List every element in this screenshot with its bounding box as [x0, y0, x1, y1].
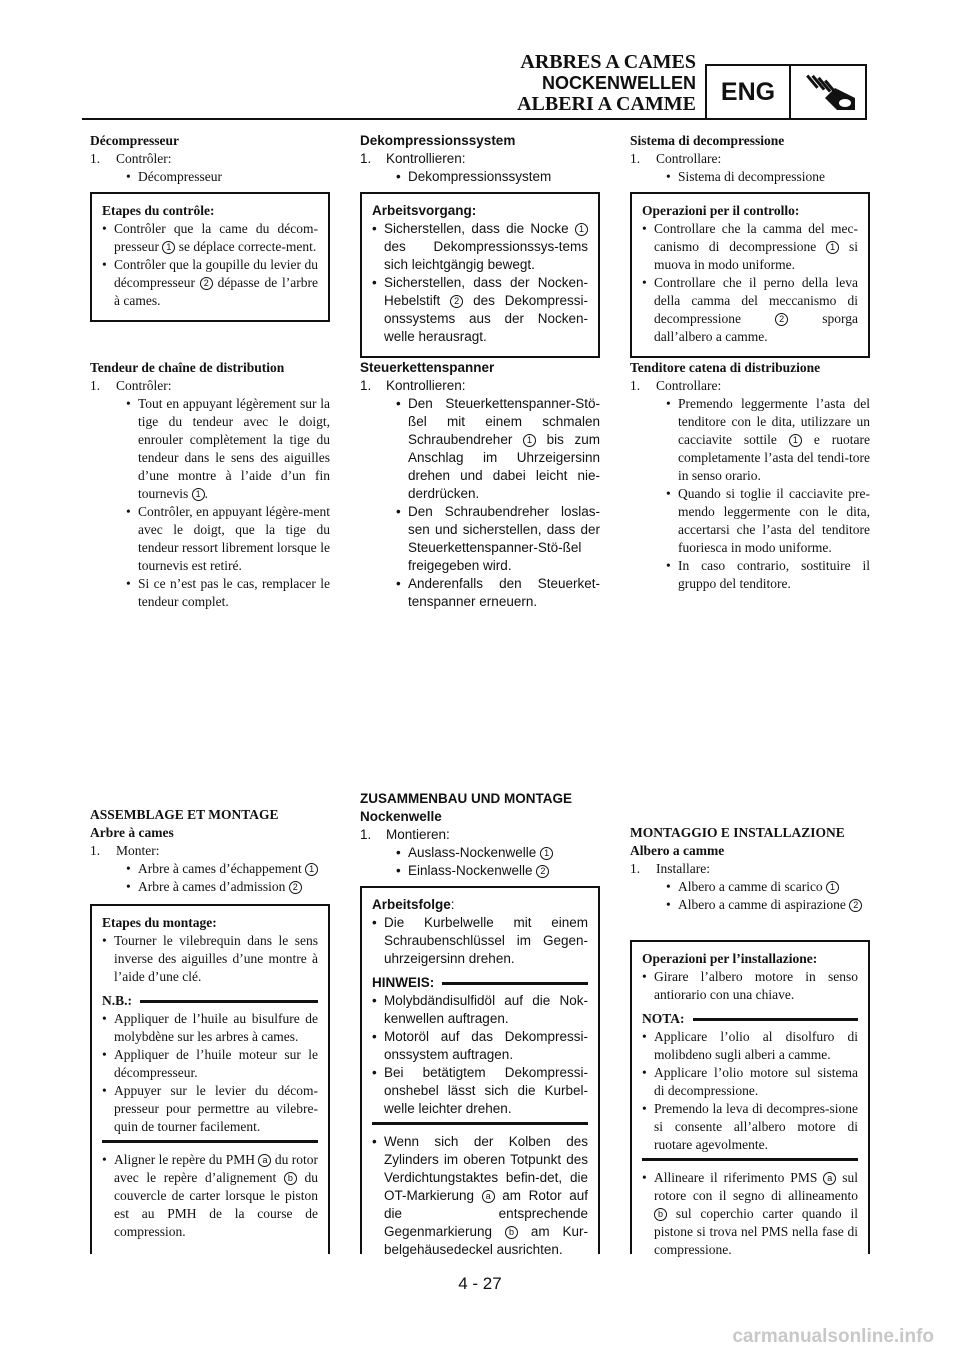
section-assembly — [630, 824, 870, 914]
callout-2: 2 — [289, 881, 302, 894]
list-item: • Anderenfalls den Steuerket-tenspanner erneuern. — [396, 576, 600, 609]
step-check: 1. Controllare: — [630, 378, 722, 393]
section-assembly — [90, 806, 330, 896]
procedure-box-install — [360, 886, 600, 1257]
list-item: • Auslass-Nockenwelle 1 — [360, 844, 600, 862]
callout-1: 1 — [523, 434, 536, 447]
heading-assembly: ZUSAMMENBAU UND MONTAGE — [360, 791, 572, 806]
list-item: • Appuyer sur le levier du décom-presseur pour permettre au vilebre-quin de tourner facilement. — [102, 1083, 318, 1134]
box-title: Arbeitsfolge: — [372, 897, 455, 912]
callout-b: b — [654, 1208, 667, 1221]
list-item: • Aligner le repère du PMH a du rotor avec le repère d’alignement b du couvercle de carter lorsque le piston est au PMH de la course de compression. — [102, 1152, 319, 1239]
list-item: • Girare l’albero motore in senso antiorario con una chiave. — [642, 969, 858, 1002]
list-item: • Einlass-Nockenwelle 2 — [360, 862, 600, 880]
subheading-camshaft: Arbre à cames — [90, 825, 174, 840]
callout-1: 1 — [162, 241, 175, 254]
callout-2: 2 — [775, 313, 788, 326]
title-german: NOCKENWELLEN — [542, 73, 696, 93]
procedure-box-install — [90, 904, 330, 1254]
section-title-block — [517, 52, 696, 115]
section-tensioner — [630, 359, 870, 593]
column-french — [90, 132, 330, 186]
callout-a: a — [258, 1154, 271, 1167]
list-item: • Den Schraubendreher loslas-sen und sicherstellen, dass der Steuerkettenspanner-Stö-ßel freigegeben wird. — [396, 504, 600, 573]
heading-decompressor: Décompresseur — [90, 133, 179, 148]
page-number: 4 - 27 — [458, 1274, 502, 1293]
column-german — [360, 132, 600, 186]
callout-1: 1 — [826, 241, 839, 254]
list-item: • Premendo leggermente l’asta del tenditore con le dita, utilizzare un cacciavite sottile 1 e ruotare completamente l’asta del tendi-tore in senso orario. — [666, 396, 871, 483]
list-item: • Controllare che la camma del mec-canismo di decompressione 1 si muova in modo uniforme. — [642, 221, 859, 272]
heading-tensioner: Steuerkettenspanner — [360, 360, 495, 375]
heading-assembly: ASSEMBLAGE ET MONTAGE — [90, 807, 279, 822]
list-item: • Premendo la leva di decompres-sione si consente all’albero motore di ruotare agevolmente. — [642, 1101, 858, 1152]
list-item: • Wenn sich der Kolben des Zylinders im oberen Totpunkt des Verdichtungstaktes befin-det, die OT-Markierung a am Rotor auf die entsprechende Gegenmarkierung b am Kur-belgehäusedeckel ausrichten. — [372, 1134, 588, 1257]
note-header: N.B.: — [102, 992, 318, 1010]
step-check: 1. Controllare: — [630, 151, 722, 166]
list-item: • Controllare che il perno della leva della camma del meccanismo di decompressione 2 sporga dall’albero a camme. — [642, 275, 859, 344]
note-end-rule — [372, 1122, 588, 1125]
callout-1: 1 — [575, 223, 588, 236]
list-item: • Contrôler que la goupille du levier du décompresseur 2 dépasse de l’arbre à cames. — [102, 257, 319, 308]
callout-b: b — [505, 1226, 518, 1239]
step-check: 1. Kontrollieren: — [360, 378, 466, 393]
list-item: • Tourner le vilebrequin dans le sens inverse des aiguilles d’une montre à l’aide d’une clé. — [102, 933, 318, 984]
step-check: 1. Contrôler: — [90, 151, 172, 166]
list-item: • Den Steuerkettenspanner-Stö-ßel mit einem schmalen Schraubendreher 1 bis zum Anschlag im Uhrzeigersinn drehen und dabei leicht nie-derdrücken. — [396, 396, 600, 501]
box-title: Etapes du montage: — [102, 915, 217, 930]
note-end-rule — [642, 1158, 858, 1161]
callout-a: a — [823, 1172, 836, 1185]
callout-2: 2 — [200, 277, 213, 290]
watermark: carmanualsonline.info — [732, 1326, 934, 1347]
procedure-box-check — [360, 192, 600, 358]
header-rule — [82, 118, 705, 120]
list-item: • Tout en appuyant légèrement sur la tige du tendeur avec le doigt, enrouler complètement la tige du tendeur dans le sens des aiguilles d’une montre à l’aide d’un fin tournevis 1 . — [126, 396, 330, 501]
section-tensioner — [90, 359, 330, 611]
list-item: • In caso contrario, sostituire il gruppo del tenditore. — [666, 558, 870, 591]
note-end-rule — [102, 1140, 318, 1143]
chapter-badge — [705, 64, 867, 120]
list-item: • Sicherstellen, dass die Nocke 1 des Dekompressionssys-tems sich leichtgängig bewegt. — [372, 221, 588, 272]
box-title: Arbeitsvorgang: — [372, 203, 477, 218]
callout-1: 1 — [305, 863, 318, 876]
list-item: • Sicherstellen, dass der Nocken-Hebelstift 2 des Dekompressi-onssystems aus der Nocken-welle herausragt. — [372, 275, 588, 344]
procedure-box-check — [630, 192, 870, 358]
subheading-camshaft: Albero a camme — [630, 843, 725, 858]
box-title: Operazioni per l’installazione: — [642, 951, 818, 966]
section-tensioner — [360, 359, 600, 611]
step-check: 1. Kontrollieren: — [360, 151, 466, 166]
list-item: • Molybdändisulfidöl auf die Nok-kenwellen auftragen. — [372, 993, 588, 1026]
procedure-box-check — [90, 192, 330, 322]
list-item: • Sistema di decompressione — [666, 169, 825, 184]
step-install: 1. Monter: — [90, 843, 160, 858]
list-item: • Allineare il riferimento PMS a sul rotore con il segno di allineamento b sul coperchio carter quando il pistone si trova nel PMS nella fase di compressione. — [642, 1170, 858, 1257]
list-item: • Albero a camme di aspirazione 2 — [630, 896, 870, 914]
chapter-badge-label: ENG — [707, 66, 791, 118]
title-italian: ALBERI A CAMME — [517, 93, 696, 115]
heading-tensioner: Tenditore catena di distribuzione — [630, 360, 821, 375]
list-item: • Dekompressionssystem — [396, 169, 552, 184]
column-italian — [630, 132, 870, 186]
list-item: • Applicare l’olio motore sul sistema di decompressione. — [642, 1065, 858, 1098]
section-assembly — [360, 790, 600, 880]
engine-icon — [791, 66, 865, 118]
callout-2: 2 — [536, 865, 549, 878]
heading-decompressor: Dekompressionssystem — [360, 133, 516, 148]
callout-1: 1 — [540, 847, 553, 860]
callout-1: 1 — [789, 434, 802, 447]
title-french: ARBRES A CAMES — [520, 51, 696, 73]
callout-2: 2 — [450, 295, 463, 308]
list-item: • Appliquer de l’huile au bisulfure de molybdène sur les arbres à cames. — [102, 1011, 318, 1044]
note-header: NOTA: — [642, 1010, 858, 1028]
list-item: • Appliquer de l’huile moteur sur le décompresseur. — [102, 1047, 318, 1080]
list-item: • Si ce n’est pas le cas, remplacer le tendeur complet. — [126, 576, 330, 609]
list-item: • Arbre à cames d’admission 2 — [90, 878, 330, 896]
step-install: 1. Montieren: — [360, 827, 450, 842]
box-title: Operazioni per il controllo: — [642, 203, 800, 218]
box-title: Etapes du contrôle: — [102, 203, 215, 218]
heading-tensioner: Tendeur de chaîne de distribution — [90, 360, 285, 375]
list-item: • Contrôler, en appuyant légère-ment avec le doigt, que la tige du tendeur ressort librement lorsque le tournevis est retiré. — [126, 504, 330, 573]
callout-1: 1 — [192, 488, 205, 501]
list-item: • Albero a camme di scarico 1 — [630, 878, 870, 896]
list-item: • Motoröl auf das Dekompressi-onssystem auftragen. — [372, 1029, 588, 1062]
callout-2: 2 — [849, 899, 862, 912]
list-item: • Die Kurbelwelle mit einem Schraubenschlüssel im Gegen-uhrzeigersinn drehen. — [372, 915, 588, 966]
heading-assembly: MONTAGGIO E INSTALLAZIONE — [630, 825, 845, 840]
list-item: • Applicare l’olio al disolfuro di molibdeno sugli alberi a camme. — [642, 1029, 858, 1062]
list-item: • Contrôler que la came du décom-presseur 1 se déplace correcte-ment. — [102, 221, 318, 254]
callout-a: a — [482, 1190, 495, 1203]
callout-1: 1 — [826, 881, 839, 894]
step-check: 1. Contrôler: — [90, 378, 172, 393]
note-header: HINWEIS: — [372, 974, 588, 992]
callout-b: b — [284, 1172, 297, 1185]
list-item: • Quando si toglie il cacciavite pre-mendo leggermente con le dita, accertarsi che l’asta del tenditore fuoriesca in modo uniforme. — [666, 486, 870, 555]
list-item: • Bei betätigtem Dekompressi-onshebel lässt sich die Kurbel-welle leichter drehen. — [372, 1065, 588, 1116]
list-item: • Arbre à cames d’échappement 1 — [90, 860, 330, 878]
step-install: 1. Installare: — [630, 861, 710, 876]
list-item: • Décompresseur — [126, 169, 222, 184]
heading-decompressor: Sistema di decompressione — [630, 133, 785, 148]
procedure-box-install — [630, 940, 870, 1257]
subheading-camshaft: Nockenwelle — [360, 809, 442, 824]
